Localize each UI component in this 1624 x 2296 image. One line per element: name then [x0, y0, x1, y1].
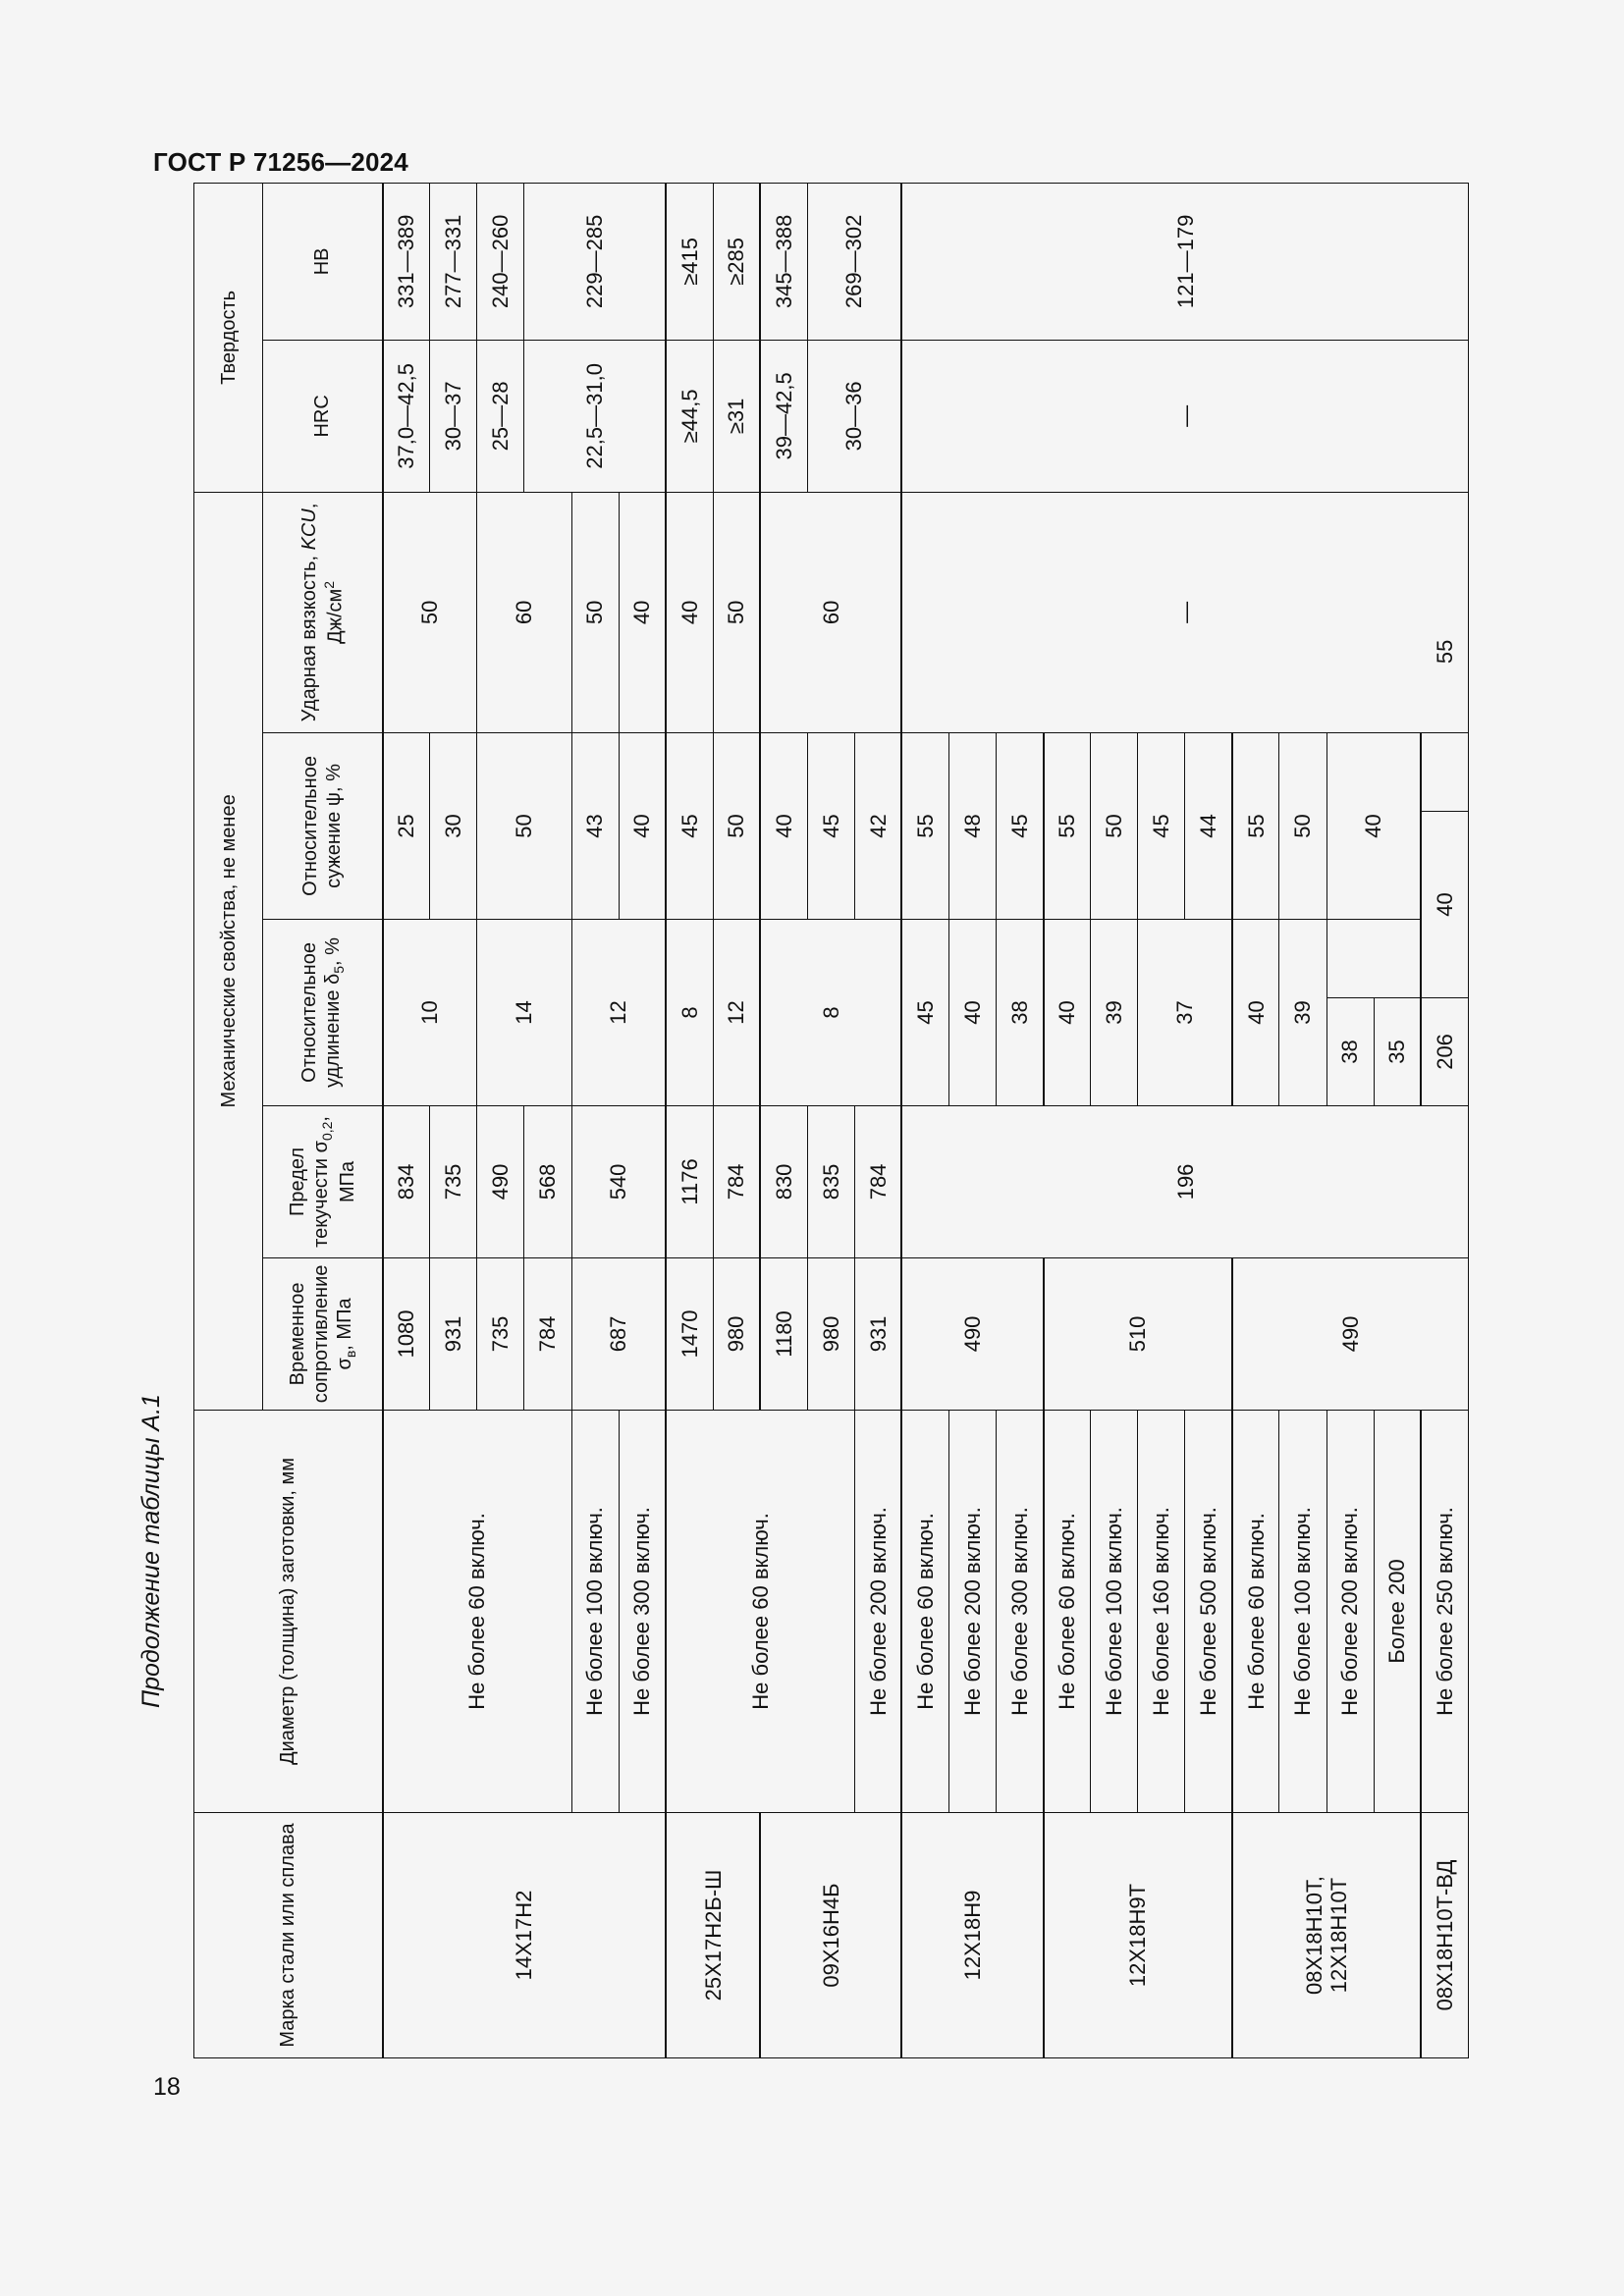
hrc-cell: 30—37	[430, 340, 477, 492]
elongation-cell: 45	[901, 919, 948, 1105]
elongation-cell: 40	[1421, 811, 1468, 997]
col-header-yield: Предел текучести $\sigma_{0,2}$, МПа	[263, 1105, 383, 1257]
table-caption: Продолжение таблицы А.1	[137, 1394, 165, 1708]
diameter-cell: Не более 100 включ.	[571, 1410, 619, 1812]
grade-25h17n2b: 25Х17Н2Б-Ш	[666, 1813, 760, 2058]
hb-cell: 345—388	[760, 183, 807, 340]
reduction-cell: 30	[430, 732, 477, 919]
col-header-hb: HB	[263, 183, 383, 340]
diameter-cell: Не более 60 включ.	[1044, 1410, 1091, 1812]
diameter-cell: Не более 250 включ.	[1421, 1410, 1468, 1812]
hb-cell: 229—285	[524, 183, 666, 340]
elongation-cell: 35	[1374, 997, 1421, 1105]
tensile-cell: 980	[713, 1257, 760, 1410]
hb-cell: 269—302	[807, 183, 901, 340]
col-header-grade: Марка стали или сплава	[194, 1813, 383, 2058]
impact-cell: 40	[666, 492, 713, 732]
impact-cell: —	[901, 492, 1468, 732]
diameter-cell: Не более 200 включ.	[1326, 1410, 1374, 1812]
tensile-cell: 1470	[666, 1257, 713, 1410]
grade-08h18n10t: 08Х18Н10Т, 12Х18Н10Т	[1232, 1813, 1421, 2058]
col-header-impact: Ударная вязкость, KCU, $Дж/см^2$	[263, 492, 383, 732]
elongation-cell: 40	[1232, 919, 1279, 1105]
hb-cell: ≥415	[666, 183, 713, 340]
grade-12h18n9: 12Х18Н9	[901, 1813, 1043, 2058]
elongation-cell: 12	[571, 919, 666, 1105]
tensile-cell: 931	[430, 1257, 477, 1410]
col-header-diameter: Диаметр (толщина) заготовки, мм	[194, 1410, 383, 1812]
impact-cell: 40	[619, 492, 666, 732]
diameter-cell: Не более 200 включ.	[949, 1410, 997, 1812]
col-header-hrc: HRC	[263, 340, 383, 492]
yield-cell: 1176	[666, 1105, 713, 1257]
diameter-cell: Не более 60 включ.	[666, 1410, 854, 1812]
diameter-cell: Не более 200 включ.	[854, 1410, 901, 1812]
elongation-cell: 8	[666, 919, 713, 1105]
yield-cell: 206	[1421, 997, 1468, 1105]
reduction-cell: 45	[1138, 732, 1185, 919]
yield-cell: 735	[430, 1105, 477, 1257]
elongation-cell: 40	[949, 919, 997, 1105]
hrc-cell: ≥44,5	[666, 340, 713, 492]
diameter-cell: Не более 60 включ.	[1232, 1410, 1279, 1812]
elongation-cell: 38	[997, 919, 1044, 1105]
tensile-cell: 1080	[383, 1257, 430, 1410]
tensile-cell: 687	[571, 1257, 666, 1410]
reduction-cell: 48	[949, 732, 997, 919]
reduction-cell: 45	[997, 732, 1044, 919]
reduction-cell: 55	[1044, 732, 1091, 919]
diameter-cell: Не более 500 включ.	[1185, 1410, 1232, 1812]
impact-cell: 60	[477, 492, 571, 732]
diameter-cell: Не более 100 включ.	[1091, 1410, 1138, 1812]
elongation-cell: 8	[760, 919, 901, 1105]
elongation-cell: 10	[383, 919, 477, 1105]
reduction-cell: 40	[1326, 732, 1421, 919]
col-header-mechanical: Механические свойства, не менее	[194, 492, 263, 1410]
yield-cell: 834	[383, 1105, 430, 1257]
caption-wrapper	[137, 1355, 187, 1708]
col-header-reduction: Относительное сужение ψ, %	[263, 732, 383, 919]
grade-09h16n4b: 09Х16Н4Б	[760, 1813, 901, 2058]
elongation-cell: 40	[1044, 919, 1091, 1105]
impact-cell: 60	[760, 492, 901, 732]
elongation-cell: 12	[713, 919, 760, 1105]
yield-cell: 835	[807, 1105, 854, 1257]
grade-12h18n9t: 12Х18Н9Т	[1044, 1813, 1232, 2058]
col-header-tensile: Временное сопротивление $\sigma_в$, МПа	[263, 1257, 383, 1410]
col-header-hardness: Твердость	[194, 183, 263, 492]
reduction-cell: 44	[1185, 732, 1232, 919]
hrc-cell: —	[901, 340, 1468, 492]
diameter-cell: Более 200	[1374, 1410, 1421, 1812]
elongation-spacer	[1326, 919, 1421, 997]
hrc-cell: 39—42,5	[760, 340, 807, 492]
reduction-cell: 55	[1421, 492, 1468, 811]
reduction-cell: 25	[383, 732, 430, 919]
yield-cell: 784	[854, 1105, 901, 1257]
diameter-cell: Не более 160 включ.	[1138, 1410, 1185, 1812]
yield-cell: 490	[477, 1105, 524, 1257]
tensile-cell: 510	[1044, 1257, 1232, 1410]
hb-cell: 331—389	[383, 183, 430, 340]
reduction-cell: 43	[571, 732, 619, 919]
tensile-cell: 490	[1232, 1257, 1469, 1410]
yield-cell: 196	[901, 1105, 1468, 1257]
hrc-cell: ≥31	[713, 340, 760, 492]
tensile-cell: 931	[854, 1257, 901, 1410]
diameter-cell: Не более 60 включ.	[383, 1410, 571, 1812]
reduction-cell: 42	[854, 732, 901, 919]
impact-cell: 50	[383, 492, 477, 732]
diameter-cell: Не более 300 включ.	[619, 1410, 666, 1812]
hb-cell: ≥285	[713, 183, 760, 340]
mechanical-properties-table	[193, 183, 1469, 2058]
reduction-cell: 40	[760, 732, 807, 919]
tensile-cell: 735	[477, 1257, 524, 1410]
elongation-cell: 39	[1279, 919, 1326, 1105]
grade-14h17n2: 14Х17Н2	[383, 1813, 666, 2058]
tensile-cell: 784	[524, 1257, 571, 1410]
elongation-cell: 38	[1326, 997, 1374, 1105]
tensile-cell: 490	[901, 1257, 1043, 1410]
impact-cell: 50	[713, 492, 760, 732]
yield-cell: 568	[524, 1105, 571, 1257]
elongation-cell: 37	[1138, 919, 1232, 1105]
grade-08h18n10t-vd: 08Х18Н10Т-ВД	[1421, 1813, 1468, 2058]
hb-cell: 277—331	[430, 183, 477, 340]
rotated-table-wrapper	[193, 214, 1469, 2058]
reduction-cell: 55	[1232, 732, 1279, 919]
tensile-cell: 980	[807, 1257, 854, 1410]
impact-cell: 50	[571, 492, 619, 732]
reduction-cell: 50	[1091, 732, 1138, 919]
hb-cell: 240—260	[477, 183, 524, 340]
page-number: 18	[153, 2073, 181, 2101]
reduction-cell: 45	[666, 732, 713, 919]
reduction-cell: 45	[807, 732, 854, 919]
hrc-cell: 22,5—31,0	[524, 340, 666, 492]
reduction-cell: 50	[477, 732, 571, 919]
reduction-cell: 40	[619, 732, 666, 919]
reduction-cell: 50	[1279, 732, 1326, 919]
document-header: ГОСТ Р 71256—2024	[153, 147, 408, 177]
hrc-cell: 30—36	[807, 340, 901, 492]
reduction-cell: 55	[901, 732, 948, 919]
hrc-cell: 37,0—42,5	[383, 340, 430, 492]
yield-cell: 784	[713, 1105, 760, 1257]
yield-cell: 830	[760, 1105, 807, 1257]
reduction-cell: 50	[713, 732, 760, 919]
diameter-cell: Не более 300 включ.	[997, 1410, 1044, 1812]
tensile-cell: 1180	[760, 1257, 807, 1410]
diameter-cell: Не более 100 включ.	[1279, 1410, 1326, 1812]
diameter-cell: Не более 60 включ.	[901, 1410, 948, 1812]
hb-cell: 121—179	[901, 183, 1468, 340]
yield-cell: 540	[571, 1105, 666, 1257]
hrc-cell: 25—28	[477, 340, 524, 492]
elongation-cell: 39	[1091, 919, 1138, 1105]
elongation-cell: 14	[477, 919, 571, 1105]
col-header-elongation: Относительное удлинение $\delta_5$, %	[263, 919, 383, 1105]
